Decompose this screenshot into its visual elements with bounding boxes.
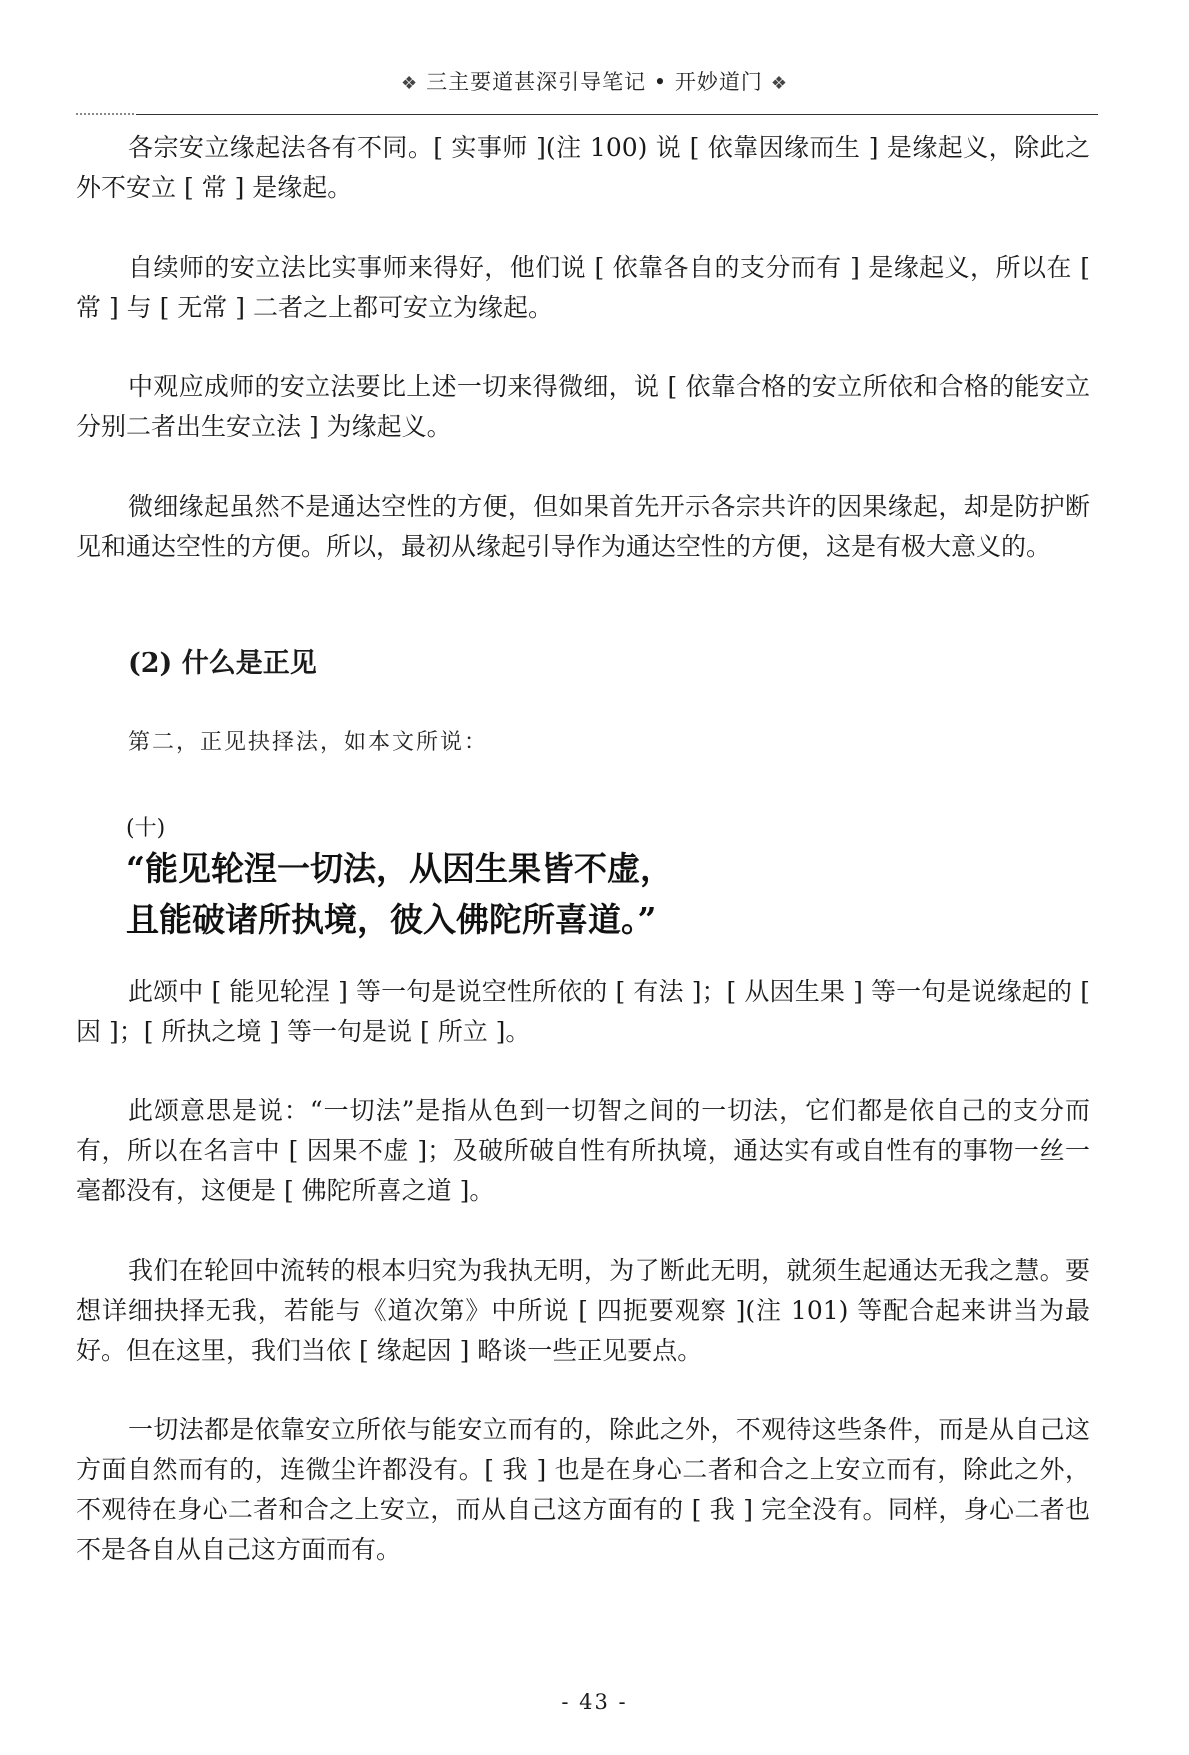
page-number: - 43 - [561, 1690, 628, 1714]
body-paragraph: 一切法都是依靠安立所依与能安立而有的，除此之外，不观待这些条件，而是从自己这方面自然而有的，连微尘许都没有。[ 我 ] 也是在身心二者和合之上安立而有，除此之外，不观待在身心二者和合之上安立，而从自己这方面有的 [ 我 ] 完全没有。同样，身心二者也不是各自从自己这方面而有。 [76, 1415, 1090, 1564]
verse-line: 且能破诸所执境，彼入佛陀所喜道。” [126, 900, 657, 939]
body-paragraph: 微细缘起虽然不是通达空性的方便，但如果首先开示各宗共许的因果缘起，却是防护断见和通达空性的方便。所以，最初从缘起引导作为通达空性的方便，这是有极大意义的。 [76, 492, 1090, 561]
verse-intro: 第二，正见抉择法，如本文所说： [128, 730, 489, 755]
verse-number: (十) [126, 816, 166, 841]
ornament-left-icon: ❖ [400, 73, 419, 94]
header-dotted-rule [76, 113, 134, 115]
section-heading: (2) 什么是正见 [128, 648, 317, 679]
body-paragraph: 此颂中 [ 能见轮涅 ] 等一句是说空性所依的 [ 有法 ]；[ 从因生果 ] 等一句是说缘起的 [ 因 ]；[ 所执之境 ] 等一句是说 [ 所立 ]。 [76, 977, 1090, 1046]
verse-line: “能见轮涅一切法，从因生果皆不虚， [126, 849, 673, 888]
running-header [0, 66, 1189, 96]
body-paragraph: 我们在轮回中流转的根本归究为我执无明，为了断此无明，就须生起通达无我之慧。要想详细抉择无我，若能与《道次第》中所说 [ 四扼要观察 ](注 101) 等配合起来讲当为最好。但在这里，我们当依 [ 缘起因 ] 略谈一些正见要点。 [76, 1256, 1090, 1365]
body-paragraph: 此颂意思是说：“一切法”是指从色到一切智之间的一切法，它们都是依自己的支分而有，所以在名言中 [ 因果不虚 ]；及破所破自性有所执境，通达实有或自性有的事物一丝一毫都没有，这便是 [ 佛陀所喜之道 ]。 [76, 1096, 1090, 1205]
body-paragraph: 自续师的安立法比实事师来得好，他们说 [ 依靠各自的支分而有 ] 是缘起义，所以在 [ 常 ] 与 [ 无常 ] 二者之上都可安立为缘起。 [76, 253, 1090, 322]
running-header-title: 三主要道甚深引导笔记 • 开妙道门 [426, 70, 763, 94]
ornament-right-icon: ❖ [770, 73, 789, 94]
header-rule [136, 114, 1098, 115]
body-paragraph: 中观应成师的安立法要比上述一切来得微细，说 [ 依靠合格的安立所依和合格的能安立分别二者出生安立法 ] 为缘起义。 [76, 372, 1090, 441]
body-paragraph: 各宗安立缘起法各有不同。[ 实事师 ](注 100) 说 [ 依靠因缘而生 ] 是缘起义，除此之外不安立 [ 常 ] 是缘起。 [76, 133, 1090, 202]
